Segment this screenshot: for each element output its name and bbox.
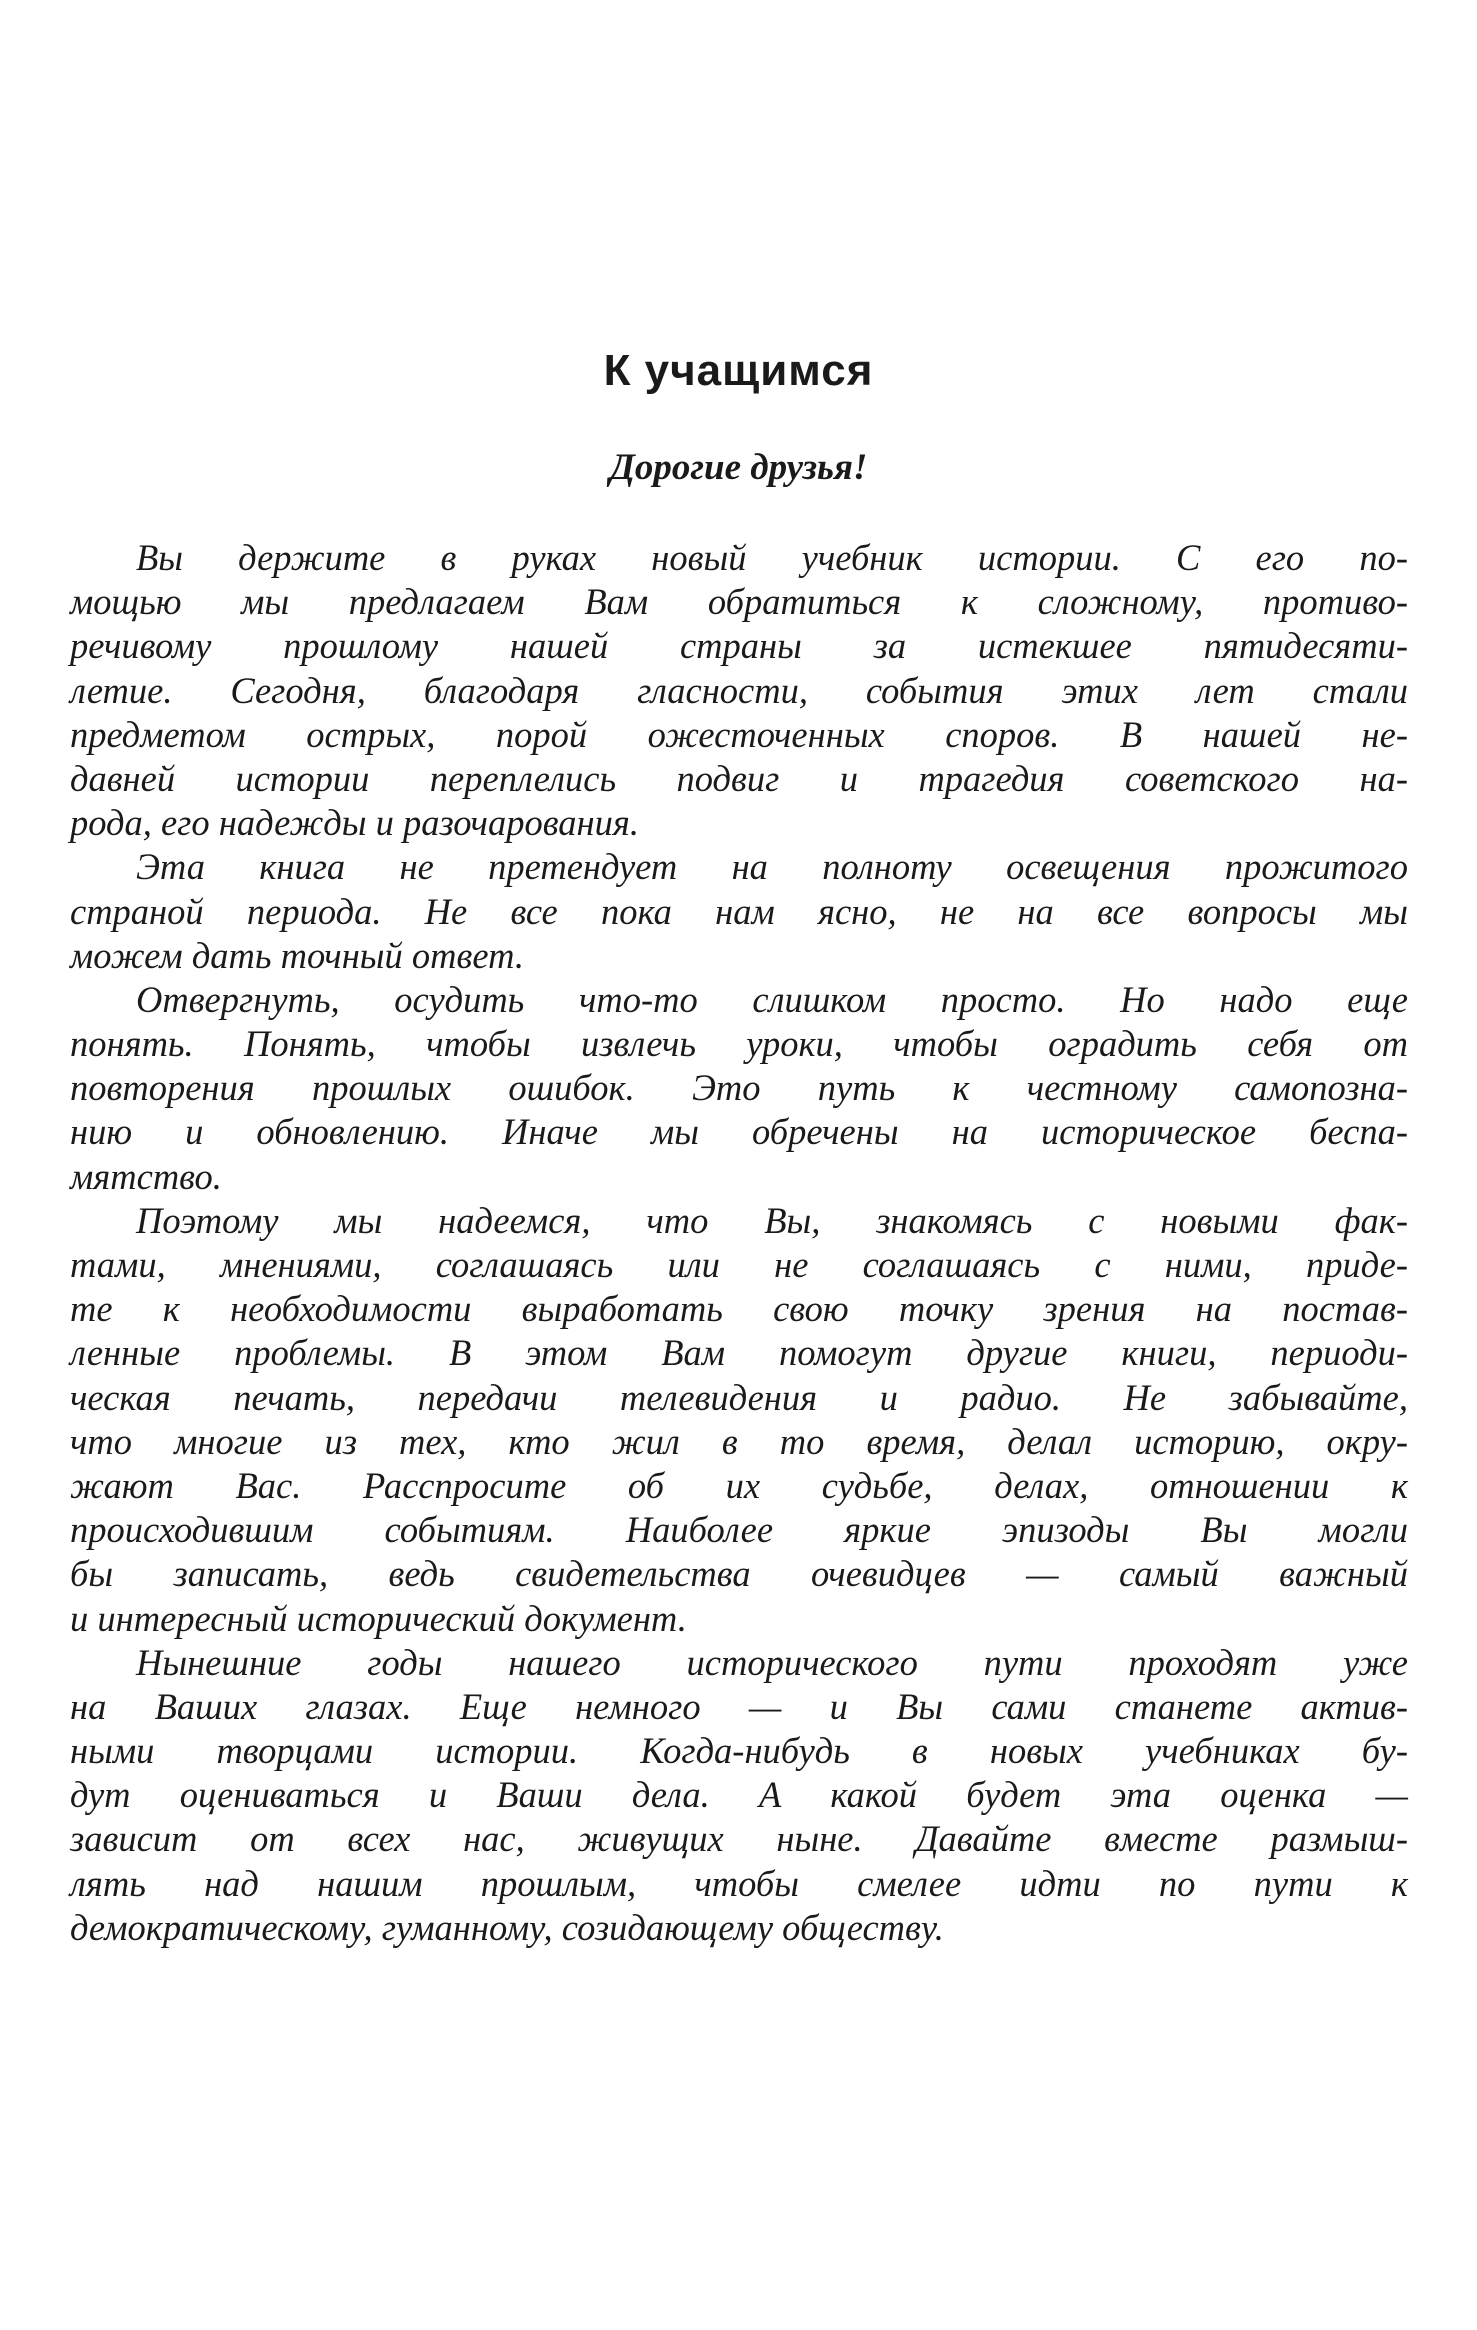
text-line: ными творцами истории. Когда-нибудь в новых учебниках бу- — [70, 1730, 1408, 1772]
text-line: зависит от всех нас, живущих ныне. Давайте вместе размыш- — [70, 1818, 1408, 1860]
paragraph — [70, 1199, 1408, 1641]
text-line: что многие из тех, кто жил в то время, делал историю, окру- — [70, 1420, 1408, 1462]
text-line: происходившим событиям. Наиболее яркие эпизоды Вы могли — [70, 1509, 1408, 1551]
text-line: мощью мы предлагаем Вам обратиться к сложному, противо- — [70, 581, 1408, 623]
text-line: давней истории переплелись подвиг и трагедия советского на- — [70, 757, 1408, 799]
text-line: на Ваших глазах. Еще немного — и Вы сами станете актив- — [70, 1685, 1408, 1727]
text-line: дут оцениваться и Ваши дела. А какой будет эта оценка — — [70, 1774, 1408, 1816]
text-line: ленные проблемы. В этом Вам помогут другие книги, периоди- — [70, 1332, 1408, 1374]
paragraph — [70, 536, 1408, 845]
text-line: нию и обновлению. Иначе мы обречены на историческое беспа- — [70, 1111, 1408, 1153]
greeting: Дорогие друзья! — [609, 447, 868, 488]
paragraph — [70, 1641, 1408, 1950]
text-line: повторения прошлых ошибок. Это путь к честному самопозна- — [70, 1067, 1408, 1109]
text-line: бы записать, ведь свидетельства очевидцев — самый важный — [70, 1553, 1408, 1595]
text-line: демократическому, гуманному, созидающему обществу. — [70, 1906, 944, 1948]
text-line: летие. Сегодня, благодаря гласности, события этих лет стали — [70, 669, 1408, 711]
text-line: страной периода. Не все пока нам ясно, не на все вопросы мы — [70, 890, 1408, 932]
text-line: ческая печать, передачи телевидения и радио. Не забывайте, — [70, 1376, 1408, 1418]
text-line: рода, его надежды и разочарования. — [70, 802, 640, 844]
text-line: Поэтому мы надеемся, что Вы, знакомясь с новыми фак- — [136, 1199, 1408, 1241]
text-line: Нынешние годы нашего исторического пути проходят уже — [136, 1641, 1408, 1683]
text-line: Эта книга не претендует на полноту освещения прожитого — [136, 846, 1408, 888]
paragraph — [70, 978, 1408, 1199]
text-line: понять. Понять, чтобы извлечь уроки, чтобы оградить себя от — [70, 1023, 1408, 1065]
text-line: те к необходимости выработать свою точку зрения на постав- — [70, 1288, 1408, 1330]
page-title: К учащимся — [603, 346, 874, 395]
text-line: тами, мнениями, соглашаясь или не соглашаясь с ними, приде- — [70, 1244, 1408, 1285]
body-text — [70, 536, 1408, 1950]
text-line: Отвергнуть, осудить что-то слишком просто. Но надо еще — [136, 978, 1408, 1020]
text-line: предметом острых, порой ожесточенных споров. В нашей не- — [70, 713, 1408, 755]
text-line: лять над нашим прошлым, чтобы смелее идти по пути к — [70, 1862, 1408, 1904]
text-line: Вы держите в руках новый учебник истории. С его по- — [136, 537, 1408, 578]
text-line: можем дать точный ответ. — [70, 934, 525, 976]
paragraph — [70, 845, 1408, 978]
text-line: мятство. — [70, 1155, 222, 1197]
text-line: и интересный исторический документ. — [70, 1597, 687, 1639]
text-line: жают Вас. Расспросите об их судьбе, делах, отношении к — [70, 1464, 1408, 1506]
text-line: речивому прошлому нашей страны за истекшее пятидесяти- — [70, 625, 1408, 667]
